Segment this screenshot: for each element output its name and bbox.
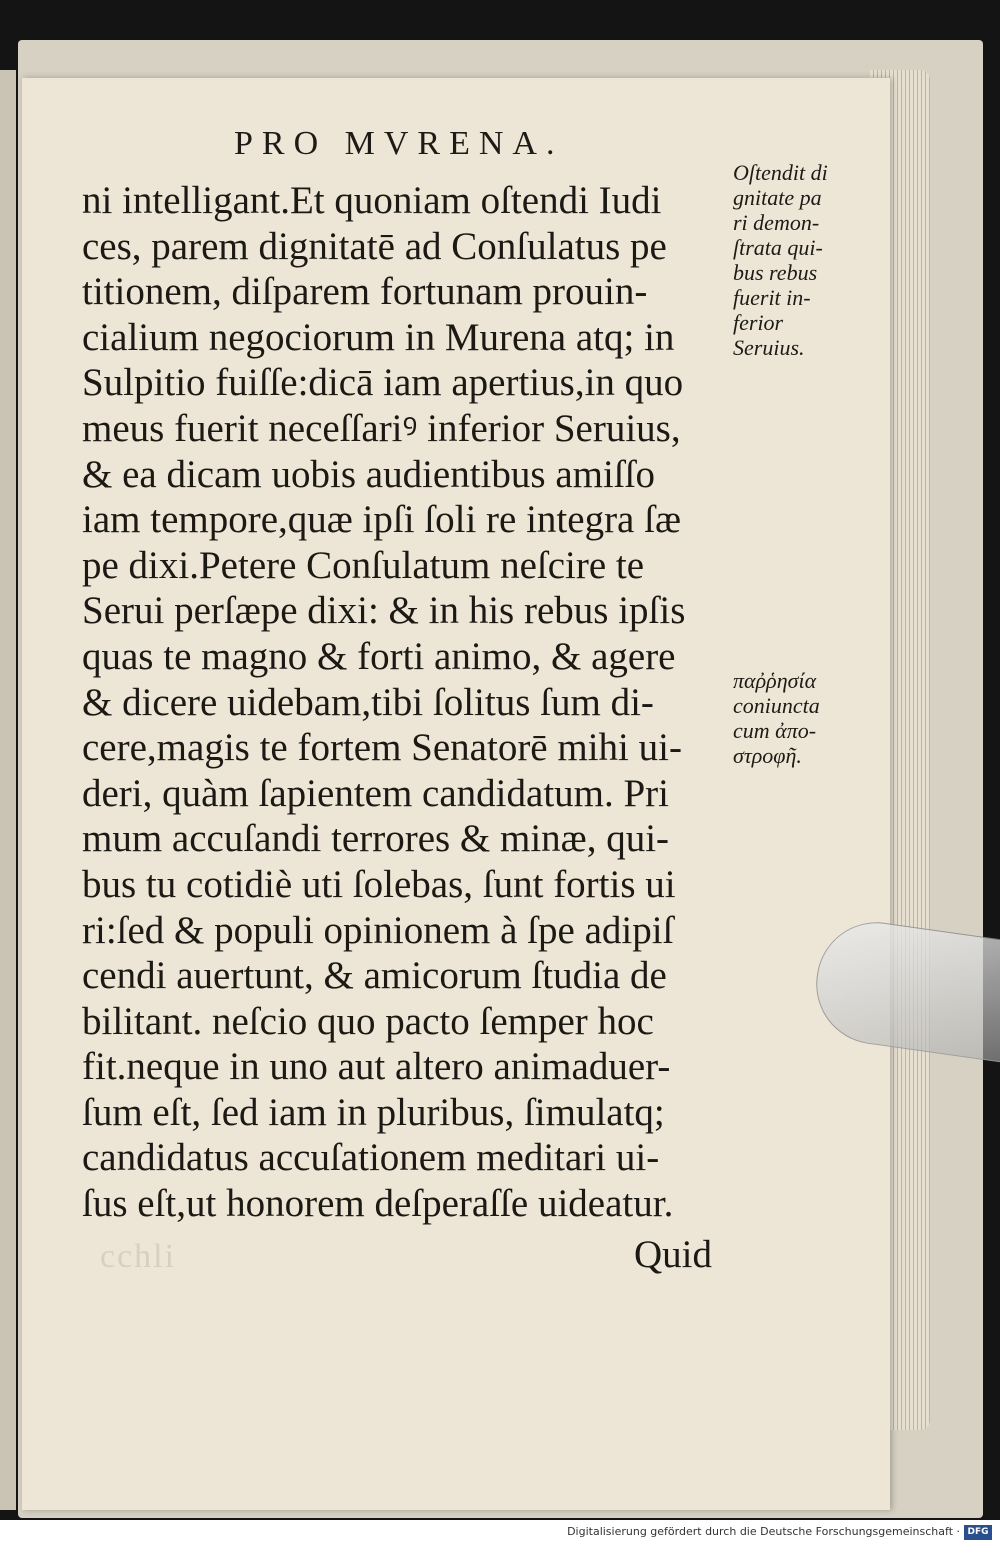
- margin-line: ferior: [733, 310, 784, 335]
- text-line: quas te magno & forti animo, & agere: [82, 634, 676, 678]
- funding-credit: Digitalisierung gefördert durch die Deutsche Forschungsgemeinschaft ·: [567, 1525, 960, 1538]
- margin-line: ſtrata qui-: [733, 235, 823, 260]
- text-line: ſus eſt,ut honorem deſperaſſe uideatur.: [82, 1182, 674, 1226]
- text-line: candidatus accuſationem meditari ui-: [82, 1136, 660, 1180]
- dfg-logo: DFG: [964, 1525, 992, 1540]
- text-line: & dicere uidebam,tibi ſolitus ſum di-: [82, 680, 654, 724]
- text-line: cialium negociorum in Murena atq; in: [82, 315, 675, 359]
- margin-note-dignity: [733, 160, 873, 360]
- text-line: deri, quàm ſapientem candidatum. Pri: [82, 771, 669, 815]
- text-line: mum accuſandi terrores & minæ, qui-: [82, 817, 670, 861]
- text-line: Serui perſæpe dixi: & in his rebus ipſis: [82, 589, 686, 633]
- text-line: ni intelligant.Et quoniam oſtendi Iudi: [82, 179, 662, 222]
- margin-line: bus rebus: [733, 260, 818, 285]
- text-line: meus fuerit neceſſariꝰ inferior Seruius,: [82, 406, 681, 450]
- footer-bar: [0, 1520, 1000, 1546]
- margin-line: Seruius.: [733, 335, 805, 360]
- margin-line: Oſtendit di: [733, 160, 828, 185]
- margin-line: cum ἀπο-: [733, 718, 817, 743]
- text-line: iam tempore,quæ ipſi ſoli re integra ſæ: [82, 498, 681, 542]
- running-head: PRO MVRENA.: [234, 125, 564, 162]
- text-line: ces, parem dignitatē ad Conſulatus pe: [82, 224, 667, 268]
- text-line: & ea dicam uobis audientibus amiſſo: [82, 452, 655, 496]
- text-line: bilitant. neſcio quo pacto ſemper hoc: [82, 999, 654, 1043]
- text-line: fit.neque in uno aut altero animaduer-: [82, 1045, 671, 1089]
- text-line: bus tu cotidiè uti ſolebas, ſunt fortis ui: [82, 862, 676, 906]
- text-line: ſum eſt, ſed iam in pluribus, ſimulatq;: [82, 1090, 665, 1134]
- main-text-block: [82, 178, 732, 1227]
- margin-line: coniuncta: [733, 693, 820, 718]
- text-line: Sulpitio fuiſſe:dicā iam apertius,in quo: [82, 361, 684, 405]
- text-line: cendi auertunt, & amicorum ſtudia de: [82, 954, 667, 998]
- margin-line: fuerit in-: [733, 285, 811, 310]
- text-line: pe dixi.Petere Conſulatum neſcire te: [82, 543, 645, 587]
- margin-line: ri demon-: [733, 210, 820, 235]
- catchword: Quid: [634, 1233, 712, 1276]
- margin-line: παῤῥησία: [733, 668, 817, 693]
- show-through-text: cchli: [100, 1238, 177, 1275]
- text-line: titionem, diſparem fortunam prouin-: [82, 270, 648, 314]
- margin-line: gnitate pa: [733, 185, 822, 210]
- margin-note-parrhesia: [733, 668, 873, 768]
- margin-line: στροφῆ.: [733, 743, 802, 768]
- text-line: cere,magis te fortem Senatorē mihi ui-: [82, 726, 682, 770]
- binding-board-left: [0, 70, 16, 1510]
- text-line: ri:ſed & populi opinionem à ſpe adipiſ: [82, 908, 674, 952]
